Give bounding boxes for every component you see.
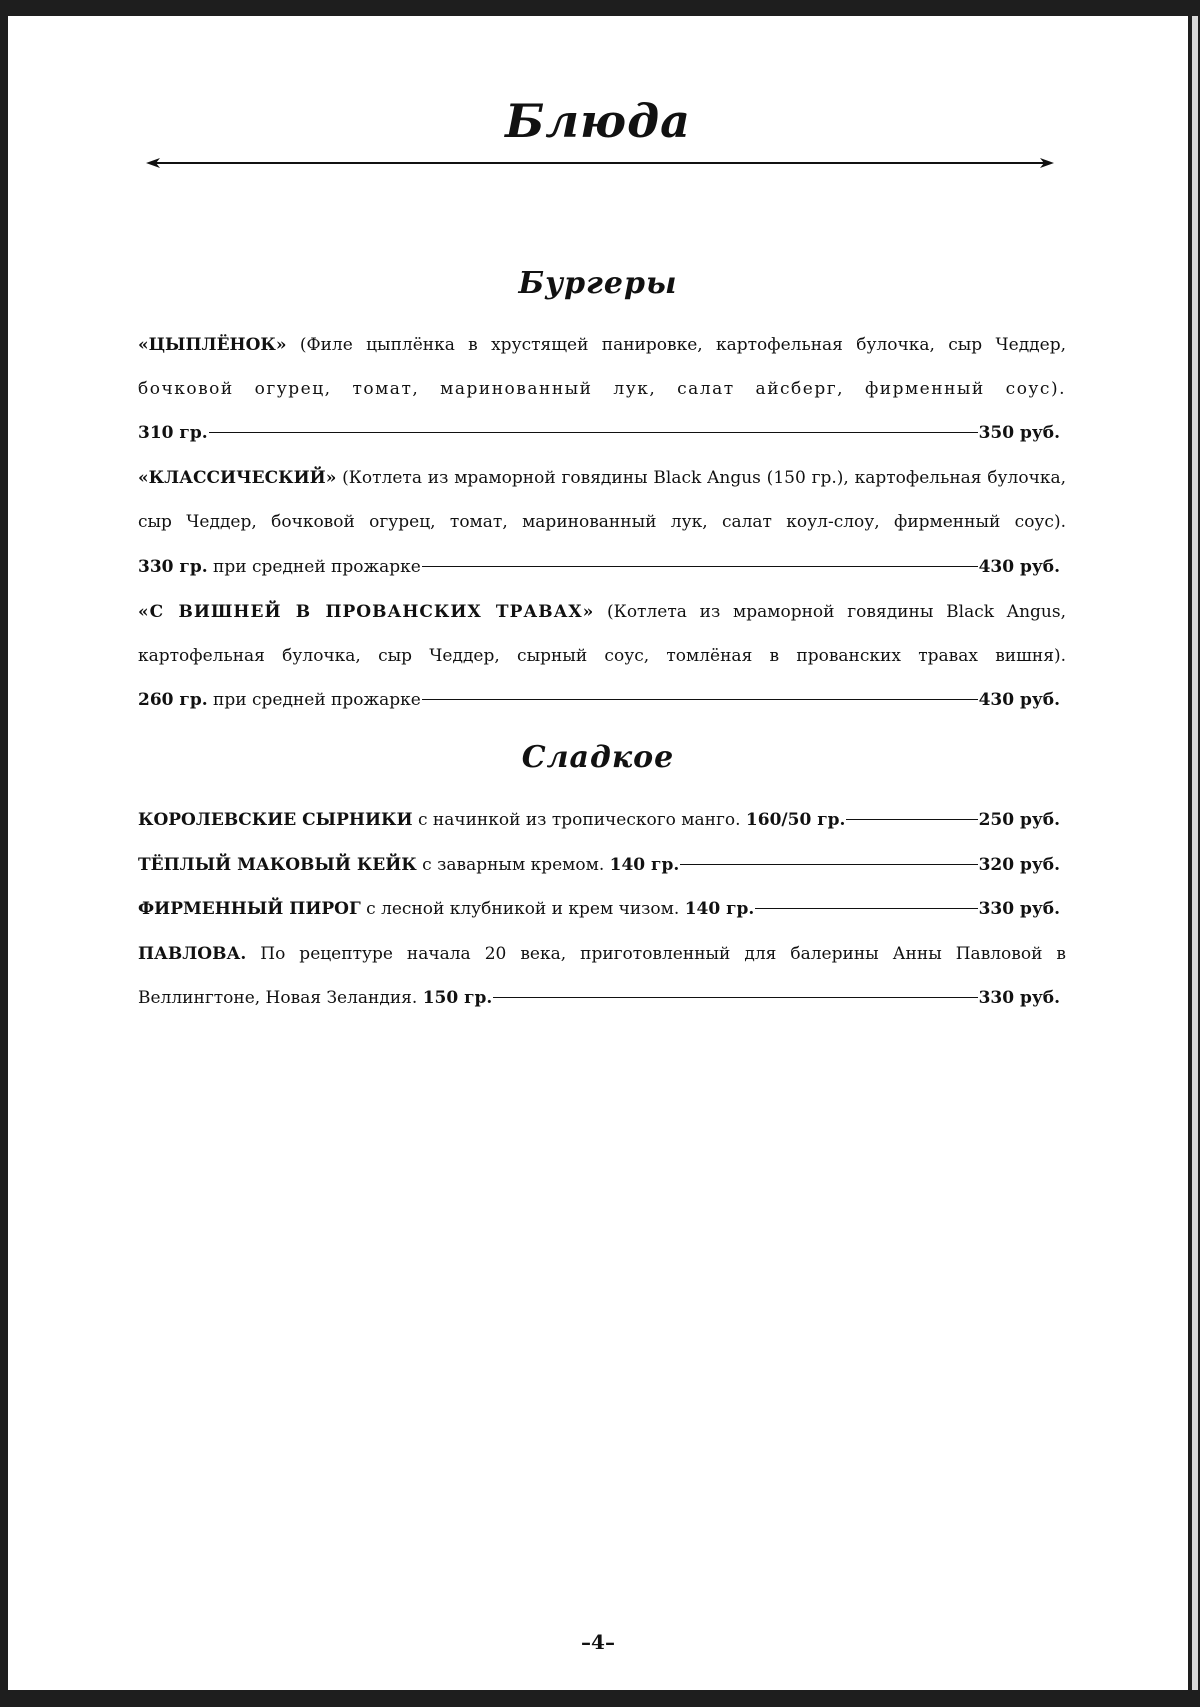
menu-item-pavlova-price-line <box>138 985 1060 1011</box>
item-weight: 150 гр. <box>422 988 493 1008</box>
menu-item-chicken-price-line <box>138 420 1060 446</box>
item-price: 430 руб. <box>978 557 1060 577</box>
item-weight: 310 гр. <box>138 423 208 443</box>
menu-item-poppy-cake <box>138 852 1060 878</box>
menu-item-syrniki <box>138 807 1060 833</box>
item-description: (Филе цыплёнка в хрустящей панировке, картофельная булочка, сыр Чеддер, <box>299 335 1067 355</box>
item-price: 250 руб. <box>978 810 1060 830</box>
menu-item-chicken-line1 <box>138 332 1066 358</box>
item-weight: 330 гр. <box>138 557 208 577</box>
menu-page <box>8 16 1188 1690</box>
double-arrow-divider <box>146 156 1054 170</box>
section-title-burgers: Бургеры <box>518 266 678 301</box>
menu-item-cherry-price-line <box>138 687 1060 713</box>
item-note: при средней прожарке <box>213 557 421 577</box>
dotted-leader <box>680 864 977 865</box>
menu-item-pavlova-line1 <box>138 941 1066 967</box>
item-description: Веллингтоне, Новая Зеландия. <box>138 988 418 1008</box>
item-weight: 140 гр. <box>609 855 680 875</box>
item-name: ПАВЛОВА. <box>138 944 247 964</box>
item-description: с лесной клубникой и крем чизом. <box>366 899 680 919</box>
item-name: ФИРМЕННЫЙ ПИРОГ <box>138 899 361 919</box>
dotted-leader <box>422 699 978 700</box>
menu-item-cherry-line2: картофельная булочка, сыр Чеддер, сырный соус, томлёная в прованских травах вишня). <box>138 646 1066 666</box>
menu-item-cherry-line1 <box>138 599 1066 625</box>
menu-item-chicken-line2: бочковой огурец, томат, маринованный лук, салат айсберг, фирменный соус). <box>138 379 1066 399</box>
item-price: 320 руб. <box>978 855 1060 875</box>
item-price: 430 руб. <box>978 690 1060 710</box>
dotted-leader <box>755 908 977 909</box>
item-weight: 260 гр. <box>138 690 208 710</box>
item-weight: 160/50 гр. <box>745 810 846 830</box>
item-name: КОРОЛЕВСКИЕ СЫРНИКИ <box>138 810 413 830</box>
page-title: Блюда <box>505 94 691 148</box>
scrollbar[interactable] <box>1192 16 1198 1690</box>
item-name: ТЁПЛЫЙ МАКОВЫЙ КЕЙК <box>138 855 417 875</box>
item-description: с заварным кремом. <box>422 855 605 875</box>
item-description: По рецептуре начала 20 века, приготовленный для балерины Анны Павловой в <box>260 944 1067 964</box>
dotted-leader <box>422 566 978 567</box>
item-price: 330 руб. <box>978 988 1060 1008</box>
dotted-leader <box>846 819 977 820</box>
item-price: 350 руб. <box>978 423 1060 443</box>
dotted-leader <box>209 432 978 433</box>
item-name: «С ВИШНЕЙ В ПРОВАНСКИХ ТРАВАХ» <box>138 602 595 622</box>
menu-item-classic-line2: сыр Чеддер, бочковой огурец, томат, маринованный лук, салат коул-слоу, фирменный соус). <box>138 512 1066 532</box>
item-description: (Котлета из мраморной говядины Black Angus, <box>607 602 1066 622</box>
section-title-sweets: Сладкое <box>521 740 675 775</box>
menu-item-signature-pie <box>138 896 1060 922</box>
item-description: с начинкой из тропического манго. <box>417 810 741 830</box>
item-name: «КЛАССИЧЕСКИЙ» <box>138 468 337 488</box>
menu-item-classic-price-line <box>138 554 1060 580</box>
dotted-leader <box>493 997 977 998</box>
item-weight: 140 гр. <box>684 899 755 919</box>
page-number: –4– <box>581 1630 615 1654</box>
item-note: при средней прожарке <box>213 690 421 710</box>
item-name: «ЦЫПЛЁНОК» <box>138 335 287 355</box>
menu-item-classic-line1 <box>138 465 1066 491</box>
item-price: 330 руб. <box>978 899 1060 919</box>
item-description: (Котлета из мраморной говядины Black Angus (150 гр.), картофельная булочка, <box>342 468 1066 488</box>
